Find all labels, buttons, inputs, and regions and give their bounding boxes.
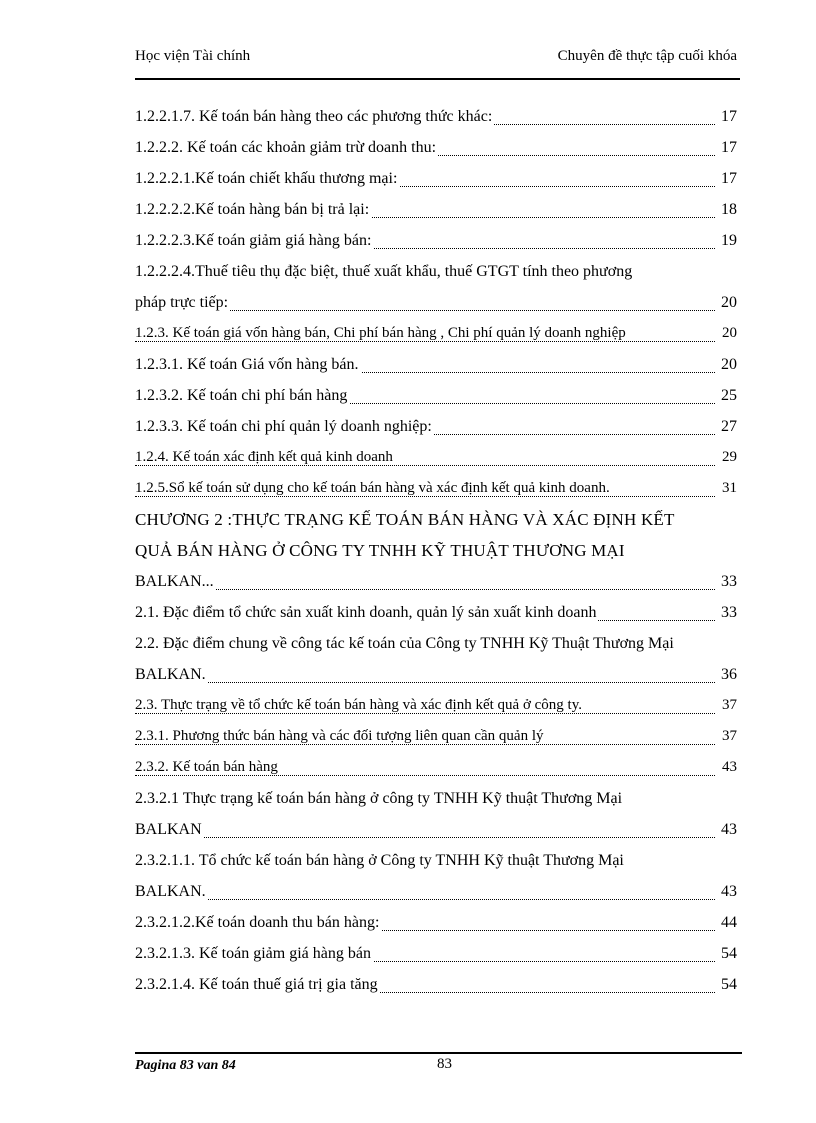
toc-entry bbox=[135, 225, 737, 256]
toc-entry-page: 25 bbox=[719, 380, 737, 411]
toc-entry-title: 1.2.2.2. Kế toán các khoản giảm trừ doanh thu: bbox=[135, 139, 437, 156]
dot-leader bbox=[135, 744, 715, 745]
toc-entry-title: 1.2.3. Kế toán giá vốn hàng bán, Chi phí bán hàng , Chi phí quản lý doanh nghiệp bbox=[135, 325, 626, 341]
toc-entry bbox=[135, 132, 737, 163]
toc-entry-title: BALKAN bbox=[135, 821, 202, 838]
footer-pagination: Pagina 83 van 84 bbox=[135, 1058, 236, 1073]
toc-entry-title: BALKAN. bbox=[135, 883, 206, 900]
toc-entry-title: 1.2.2.2.1.Kế toán chiết khấu thương mại: bbox=[135, 170, 398, 187]
dot-leader bbox=[135, 465, 715, 466]
page-header bbox=[135, 48, 737, 70]
toc-entry-page: 54 bbox=[719, 969, 737, 1000]
toc-entry-page: 17 bbox=[719, 132, 737, 163]
toc-entry-title: 1.2.3.1. Kế toán Giá vốn hàng bán. bbox=[135, 356, 359, 373]
toc-entry-page: 43 bbox=[720, 752, 737, 783]
toc-entry-title: 2.3. Thực trạng về tổ chức kế toán bán hàng và xác định kết quả ở công ty. bbox=[135, 697, 582, 713]
toc-entry-page: 27 bbox=[719, 411, 737, 442]
dot-leader bbox=[135, 713, 715, 714]
toc-entry bbox=[135, 349, 737, 380]
toc-entry-page: 54 bbox=[719, 938, 737, 969]
toc-entry-page: 19 bbox=[719, 225, 737, 256]
header-document-title: Chuyên đề thực tập cuối khóa bbox=[557, 48, 737, 64]
footer-page-number: 83 bbox=[437, 1056, 452, 1072]
toc-entry-page: 20 bbox=[719, 349, 737, 380]
toc-entry bbox=[135, 876, 737, 907]
toc-entry-wrapped bbox=[135, 783, 737, 814]
header-divider bbox=[135, 78, 740, 80]
toc-entry-page: 17 bbox=[719, 101, 737, 132]
toc-entry bbox=[135, 907, 737, 938]
toc-entry-page: 31 bbox=[720, 473, 737, 504]
toc-entry bbox=[135, 597, 737, 628]
toc-entry bbox=[135, 721, 737, 752]
toc-entry-page: 17 bbox=[719, 163, 737, 194]
toc-entry bbox=[135, 752, 737, 783]
toc-entry-title: 1.2.5.Sổ kế toán sử dụng cho kế toán bán hàng và xác định kết quả kinh doanh. bbox=[135, 480, 610, 496]
toc-entry-title: CHƯƠNG 2 :THỰC TRẠNG KẾ TOÁN BÁN HÀNG VÀ XÁC ĐỊNH KẾT bbox=[135, 510, 675, 529]
toc-entry-title: BALKAN... bbox=[135, 573, 214, 590]
toc-entry-title: 2.3.2.1.4. Kế toán thuế giá trị gia tăng bbox=[135, 976, 378, 993]
toc-entry bbox=[135, 380, 737, 411]
toc-entry bbox=[135, 163, 737, 194]
dot-leader bbox=[135, 899, 715, 900]
toc-entry-page: 20 bbox=[720, 318, 737, 349]
toc-entry-title: 1.2.2.2.4.Thuế tiêu thụ đặc biệt, thuế xuất khẩu, thuế GTGT tính theo phương bbox=[135, 263, 633, 280]
toc-entry-title: 2.3.2.1.2.Kế toán doanh thu bán hàng: bbox=[135, 914, 380, 931]
toc-entry-page: 18 bbox=[719, 194, 737, 225]
toc-entry-title: 2.3.2.1.3. Kế toán giảm giá hàng bán bbox=[135, 945, 371, 962]
header-institution: Học viện Tài chính bbox=[135, 48, 251, 64]
toc-entry-title: 2.2. Đặc điểm chung về công tác kế toán của Công ty TNHH Kỹ Thuật Thương Mại bbox=[135, 635, 674, 652]
toc-entry bbox=[135, 194, 737, 225]
toc-entry-title: 2.3.1. Phương thức bán hàng và các đối tượng liên quan cần quản lý bbox=[135, 728, 544, 744]
toc-chapter-heading bbox=[135, 504, 737, 535]
toc-entry-title: 2.3.2.1 Thực trạng kế toán bán hàng ở công ty TNHH Kỹ thuật Thương Mại bbox=[135, 790, 623, 807]
footer-divider bbox=[135, 1052, 742, 1054]
toc-entry-title: pháp trực tiếp: bbox=[135, 294, 229, 311]
dot-leader bbox=[135, 496, 715, 497]
toc-entry-page: 43 bbox=[719, 876, 737, 907]
toc-chapter-heading bbox=[135, 535, 737, 566]
toc-entry-page: 44 bbox=[719, 907, 737, 938]
toc-entry-page: 37 bbox=[720, 690, 737, 721]
dot-leader bbox=[135, 341, 715, 342]
toc-entry-title: 2.1. Đặc điểm tổ chức sản xuất kinh doanh, quản lý sản xuất kinh doanh bbox=[135, 604, 597, 621]
toc-entry bbox=[135, 566, 737, 597]
toc-entry bbox=[135, 101, 737, 132]
toc-entry-title: 1.2.4. Kế toán xác định kết quả kinh doanh bbox=[135, 449, 393, 465]
toc-entry bbox=[135, 659, 737, 690]
toc-entry-wrapped bbox=[135, 256, 737, 287]
toc-entry bbox=[135, 473, 737, 504]
dot-leader bbox=[135, 682, 715, 683]
toc-entry-wrapped bbox=[135, 628, 737, 659]
toc-entry-page: 43 bbox=[719, 814, 737, 845]
toc-entry-title: 1.2.3.3. Kế toán chi phí quản lý doanh nghiệp: bbox=[135, 418, 432, 435]
dot-leader bbox=[135, 589, 715, 590]
dot-leader bbox=[135, 837, 715, 838]
toc-entry bbox=[135, 938, 737, 969]
toc-entry-page: 29 bbox=[720, 442, 737, 473]
toc-entry-wrapped bbox=[135, 845, 737, 876]
toc-entry bbox=[135, 442, 737, 473]
toc-entry-page: 33 bbox=[719, 566, 737, 597]
toc-entry bbox=[135, 969, 737, 1000]
toc-entry-title: QUẢ BÁN HÀNG Ở CÔNG TY TNHH KỸ THUẬT THƯƠNG MẠI bbox=[135, 541, 625, 560]
toc-entry-title: 1.2.2.2.2.Kế toán hàng bán bị trả lại: bbox=[135, 201, 370, 218]
toc-entry bbox=[135, 318, 737, 349]
toc-entry-title: 1.2.2.1.7. Kế toán bán hàng theo các phương thức khác: bbox=[135, 108, 493, 125]
toc-entry-page: 33 bbox=[719, 597, 737, 628]
toc-entry-title: 1.2.3.2. Kế toán chi phí bán hàng bbox=[135, 387, 348, 404]
toc-entry bbox=[135, 690, 737, 721]
toc-entry-page: 36 bbox=[719, 659, 737, 690]
toc-entry bbox=[135, 411, 737, 442]
toc-entry-title: BALKAN. bbox=[135, 666, 206, 683]
toc-entry bbox=[135, 814, 737, 845]
toc-entry-page: 37 bbox=[720, 721, 737, 752]
dot-leader bbox=[135, 775, 715, 776]
table-of-contents bbox=[135, 101, 737, 1000]
toc-entry bbox=[135, 287, 737, 318]
toc-entry-title: 2.3.2. Kế toán bán hàng bbox=[135, 759, 278, 775]
toc-entry-title: 2.3.2.1.1. Tổ chức kế toán bán hàng ở Công ty TNHH Kỹ thuật Thương Mại bbox=[135, 852, 624, 869]
toc-entry-page: 20 bbox=[719, 287, 737, 318]
toc-entry-title: 1.2.2.2.3.Kế toán giảm giá hàng bán: bbox=[135, 232, 372, 249]
